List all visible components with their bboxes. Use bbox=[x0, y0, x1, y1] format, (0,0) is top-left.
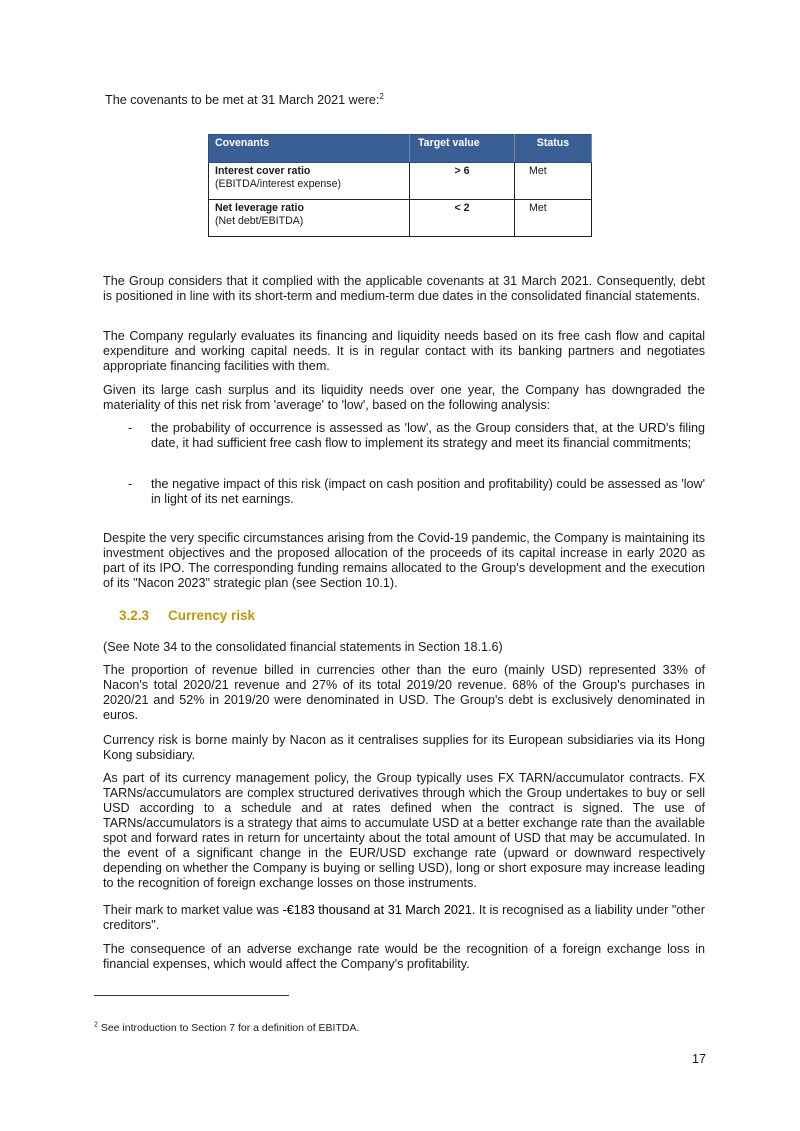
paragraph-adverse-rate: The consequence of an adverse exchange rate would be the recognition of a foreign exchange loss in financial expenses, which would affect the Company's profitability. bbox=[103, 942, 705, 971]
section-heading-currency-risk bbox=[119, 608, 255, 623]
header-status: Status bbox=[515, 135, 592, 163]
header-target-value: Target value bbox=[410, 135, 515, 163]
bullet-impact: the negative impact of this risk (impact on cash position and profitability) could be assessed as 'low' in light of its net earnings. bbox=[151, 477, 705, 506]
footnote-marker: 2 bbox=[94, 1021, 98, 1029]
paragraph-financing-evaluation: The Company regularly evaluates its financing and liquidity needs based on its free cash flow and capital expenditure and working capital needs. It is in regular contact with its banking partners and negotiates appropriate financing facilities with them. bbox=[103, 329, 705, 373]
covenants-table bbox=[208, 134, 592, 237]
section-title: Currency risk bbox=[168, 608, 256, 623]
covenant-name: Interest cover ratio bbox=[215, 165, 311, 177]
target-value-cell: < 2 bbox=[410, 200, 515, 237]
footnote-divider bbox=[94, 995, 289, 996]
paragraph-mark-to-market: Their mark to market value was -€183 thousand at 31 March 2021. It is recognised as a liability under "other creditors". bbox=[103, 903, 705, 932]
covenant-cell bbox=[209, 163, 410, 200]
mark-to-market-value: -€183 thousand at 31 March 2021 bbox=[282, 903, 472, 917]
covenants-intro: The covenants to be met at 31 March 2021 were:$^2$ bbox=[105, 91, 384, 107]
status-cell: Met bbox=[515, 200, 592, 237]
paragraph-investment-objectives: Despite the very specific circumstances arising from the Covid-19 pandemic, the Company is maintaining its investment objectives and the proposed allocation of the proceeds of its capital increase in early 2020 as part of its IPO. The corresponding funding remains allocated to the Group's development and the execution of its "Nacon 2023" strategic plan (see Section 10.1). bbox=[103, 531, 705, 590]
target-value-cell: > 6 bbox=[410, 163, 515, 200]
page-number: 17 bbox=[692, 1052, 707, 1066]
covenant-description: (Net debt/EBITDA) bbox=[215, 215, 304, 227]
paragraph-currency-risk-borne: Currency risk is borne mainly by Nacon as it centralises supplies for its European subsidiaries via its Hong Kong subsidiary. bbox=[103, 733, 705, 762]
table-header-row bbox=[209, 135, 592, 163]
paragraph-revenue-currencies: The proportion of revenue billed in currencies other than the euro (mainly USD) represented 33% of Nacon's total 2020/21 revenue and 27% of its total 2019/20 revenue. 68% of the Group's purchases in 2020/21 and 52% in 2019/20 were denominated in USD. The Group's debt is exclusively denominated in euros. bbox=[103, 663, 705, 722]
paragraph-covenant-compliance: The Group considers that it complied with the applicable covenants at 31 March 2021. Consequently, debt is positioned in line with its short-term and medium-term due dates in the consolidated financial statements. bbox=[103, 274, 705, 303]
paragraph-fx-tarn-policy: As part of its currency management policy, the Group typically uses FX TARN/accumulator contracts. FX TARNs/accumulators are complex structured derivatives through which the Group undertakes to buy or sell USD according to a schedule and at rates defined when the contract is signed. The use of TARNs/accumulators is a strategy that aims to accumulate USD at a better exchange rate than the available spot and forward rates in return for uncertainty about the total amount of USD that may be accumulated. In the event of a significant change in the EUR/USD exchange rate (upward or downward respectively depending on whether the Company is buying or selling USD), long or short exposure may increase leading to the recognition of foreign exchange losses on those instruments. bbox=[103, 771, 705, 890]
table-row bbox=[209, 200, 592, 237]
bullet-marker: - bbox=[128, 421, 133, 435]
paragraph-materiality: Given its large cash surplus and its liquidity needs over one year, the Company has downgraded the materiality of this net risk from 'average' to 'low', based on the following analysis: bbox=[103, 383, 705, 412]
footnote bbox=[94, 1022, 359, 1035]
section-number: 3.2.3 bbox=[119, 608, 150, 623]
footnote-ref[interactable]: 2 bbox=[379, 91, 384, 101]
table-row bbox=[209, 163, 592, 200]
status-cell: Met bbox=[515, 163, 592, 200]
header-covenants: Covenants bbox=[209, 135, 410, 163]
covenant-description: (EBITDA/interest expense) bbox=[215, 178, 341, 190]
covenant-cell bbox=[209, 200, 410, 237]
bullet-marker: - bbox=[128, 477, 133, 491]
footnote-text: See introduction to Section 7 for a definition of EBITDA. bbox=[100, 1022, 360, 1034]
paragraph-see-note: (See Note 34 to the consolidated financial statements in Section 18.1.6) bbox=[103, 640, 503, 654]
covenant-name: Net leverage ratio bbox=[215, 202, 304, 214]
bullet-probability: the probability of occurrence is assessed as 'low', as the Group considers that, at the URD's filing date, it had sufficient free cash flow to implement its strategy and meet its financial commitments; bbox=[151, 421, 705, 450]
